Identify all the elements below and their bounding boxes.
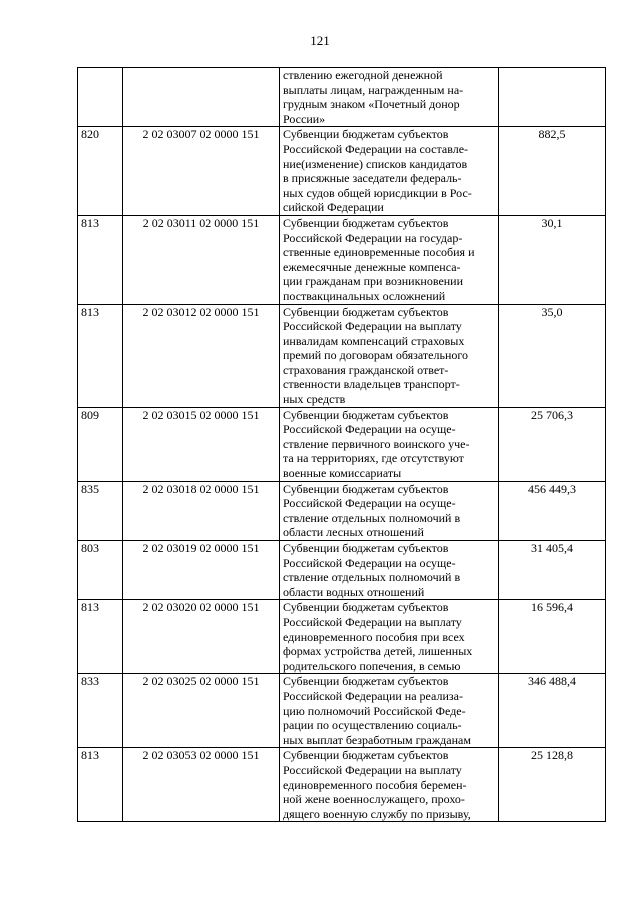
amount-cell: 25 706,3 [499,407,606,481]
admin-code-cell: 813 [78,748,123,822]
revenue-name-line: ции гражданам при возникновении [283,274,464,289]
admin-code-cell: 813 [78,600,123,674]
revenue-name-cell [280,127,499,216]
table-row [78,674,606,748]
revenue-name-line: ние(изменение) списков кандидатов [283,156,468,171]
revenue-name-line: поствакцинальных осложнений [283,288,446,303]
amount-cell [499,68,606,127]
budget-classification-code-cell: 2 02 03015 02 0000 151 [123,407,280,481]
page-number: 121 [310,33,330,48]
revenue-name-line: ных выплат безработным гражданам [283,732,471,747]
budget-classification-code-cell: 2 02 03018 02 0000 151 [123,481,280,540]
budget-classification-code-cell: 2 02 03012 02 0000 151 [123,304,280,407]
revenue-name-cell [280,600,499,674]
revenue-name-line: Субвенции бюджетам субъектов [283,481,449,496]
revenue-name-line: Субвенции бюджетам субъектов [283,748,449,763]
revenue-name-cell [280,674,499,748]
budget-classification-code-cell: 2 02 03011 02 0000 151 [123,215,280,304]
amount-cell: 31 405,4 [499,541,606,600]
amount-cell: 35,0 [499,304,606,407]
revenue-name-line: ствление отдельных полномочий в [283,570,461,585]
table-row [78,68,606,127]
revenue-name-line: ной жене военнослужащего, прохо- [283,792,465,807]
budget-classification-code-cell: 2 02 03007 02 0000 151 [123,127,280,216]
revenue-name-line: Российской Федерации на осуще- [283,496,456,511]
revenue-name-line: единовременного пособия при всех [283,629,465,644]
revenue-name-line: Субвенции бюджетам субъектов [283,600,449,615]
table-row [78,541,606,600]
table-row [78,127,606,216]
revenue-name-line: выплаты лицам, награжденным на- [283,82,464,97]
admin-code-cell [78,68,123,127]
table-row [78,304,606,407]
amount-cell: 456 449,3 [499,481,606,540]
table-row [78,215,606,304]
revenue-name-line: военные комиссариаты [283,466,402,481]
revenue-name-line: цию полномочий Российской Феде- [283,703,466,718]
amount-cell: 30,1 [499,215,606,304]
table-body [78,68,606,822]
revenue-name-line: премий по договорам обязательного [283,348,468,363]
revenue-name-line: рации по осуществлению социаль- [283,718,462,733]
revenue-name-cell [280,481,499,540]
table-row [78,481,606,540]
revenue-name-line: ежемесячные денежные компенса- [283,259,461,274]
revenue-name-line: сийской Федерации [283,200,384,215]
amount-cell: 346 488,4 [499,674,606,748]
revenue-name-line: Субвенции бюджетам субъектов [283,541,449,555]
revenue-name-line: страхования гражданской ответ- [283,362,449,377]
revenue-name-line: ственные единовременные пособия и [283,245,475,260]
revenue-name-line: ных судов общей юрисдикции в Рос- [283,185,472,200]
revenue-name-line: грудным знаком «Почетный донор [283,97,460,112]
revenue-name-cell [280,215,499,304]
budget-classification-code-cell: 2 02 03053 02 0000 151 [123,748,280,822]
revenue-name-line: Субвенции бюджетам субъектов [283,674,449,689]
revenue-name-line: Российской Федерации на государ- [283,230,463,245]
revenue-name-line: области лесных отношений [283,525,424,540]
revenue-name-line: Субвенции бюджетам субъектов [283,304,449,319]
revenue-name-line: России» [283,111,326,126]
table-row [78,407,606,481]
revenue-name-line: Российской Федерации на осуще- [283,555,456,570]
amount-cell: 25 128,8 [499,748,606,822]
revenue-name-cell [280,304,499,407]
revenue-name-line: Российской Федерации на осуще- [283,422,456,437]
admin-code-cell: 809 [78,407,123,481]
revenue-name-line: Субвенции бюджетам субъектов [283,215,449,230]
revenue-name-line: в присяжные заседатели федераль- [283,171,462,186]
budget-revenue-table [77,67,606,822]
revenue-name-line: формах устройства детей, лишенных [283,644,473,659]
revenue-name-cell [280,407,499,481]
amount-cell: 882,5 [499,127,606,216]
revenue-name-line: та на территориях, где отсутствуют [283,451,464,466]
budget-classification-code-cell: 2 02 03025 02 0000 151 [123,674,280,748]
revenue-name-line: Российской Федерации на выплату [283,614,462,629]
revenue-name-line: единовременного пособия беремен- [283,777,467,792]
revenue-name-line: Российской Федерации на выплату [283,319,462,334]
revenue-name-line: Российской Федерации на реализа- [283,688,463,703]
revenue-name-line: родительского попечения, в семью [283,658,461,673]
revenue-name-line: ственности владельцев транспорт- [283,377,460,392]
revenue-name-line: ных средств [283,392,346,407]
budget-classification-code-cell: 2 02 03020 02 0000 151 [123,600,280,674]
table-row [78,600,606,674]
admin-code-cell: 820 [78,127,123,216]
revenue-name-cell [280,68,499,127]
admin-code-cell: 803 [78,541,123,600]
revenue-name-line: области водных отношений [283,584,425,599]
revenue-name-line: Субвенции бюджетам субъектов [283,127,449,142]
revenue-name-line: Российской Федерации на выплату [283,762,462,777]
revenue-name-line: ствлению ежегодной денежной [283,68,443,82]
revenue-name-cell [280,748,499,822]
budget-classification-code-cell [123,68,280,127]
revenue-name-line: инвалидам компенсаций страховых [283,333,465,348]
amount-cell: 16 596,4 [499,600,606,674]
admin-code-cell: 833 [78,674,123,748]
admin-code-cell: 813 [78,215,123,304]
revenue-name-line: Российской Федерации на составле- [283,141,469,156]
revenue-name-line: дящего военную службу по призыву, [283,806,471,821]
table-row [78,748,606,822]
budget-classification-code-cell: 2 02 03019 02 0000 151 [123,541,280,600]
revenue-name-cell [280,541,499,600]
admin-code-cell: 813 [78,304,123,407]
revenue-name-line: ствление отдельных полномочий в [283,510,461,525]
admin-code-cell: 835 [78,481,123,540]
revenue-name-line: ствление первичного воинского уче- [283,436,470,451]
revenue-name-line: Субвенции бюджетам субъектов [283,407,449,422]
